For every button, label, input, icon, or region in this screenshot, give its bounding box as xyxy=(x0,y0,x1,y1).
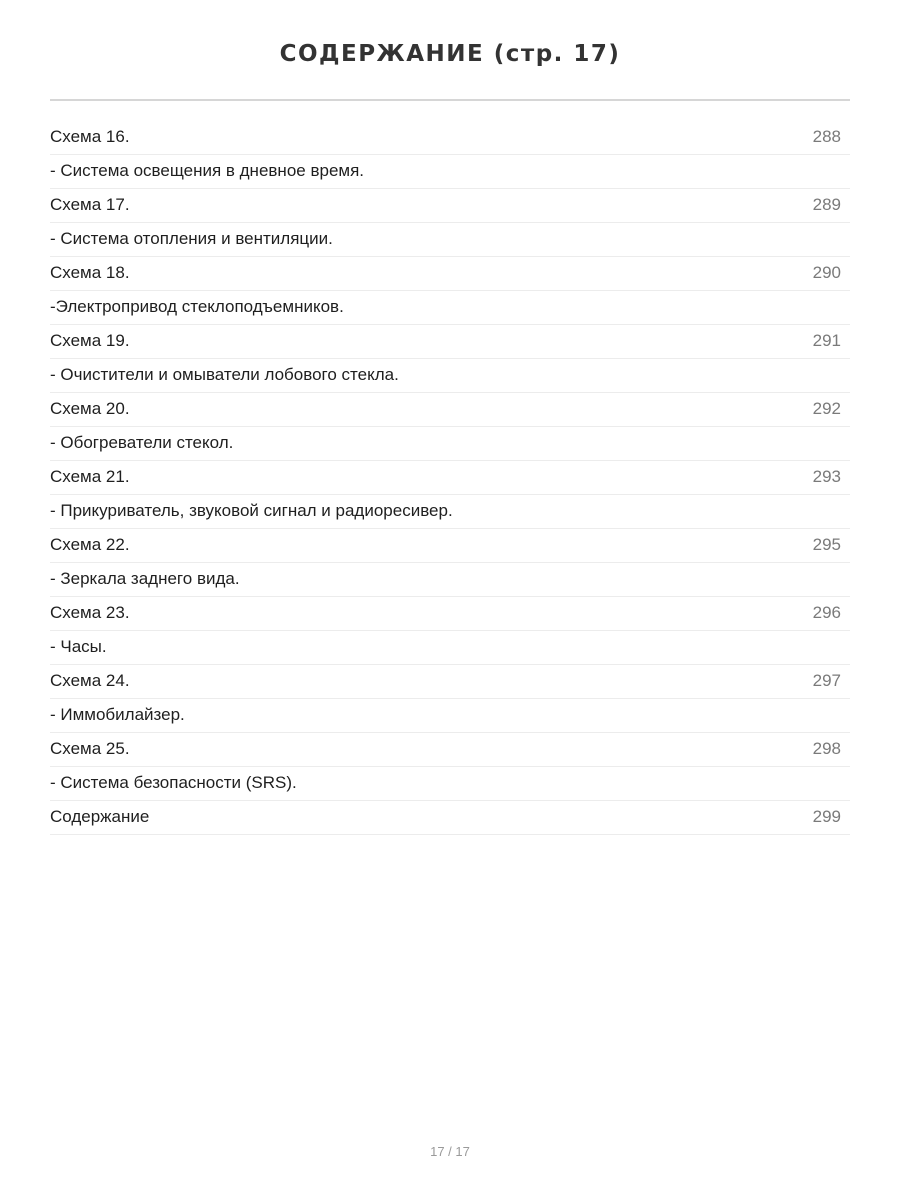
toc-label: Схема 25. xyxy=(50,739,130,758)
toc-page-number: 297 xyxy=(812,671,841,690)
toc-row[interactable] xyxy=(50,767,850,801)
toc-row[interactable] xyxy=(50,325,850,359)
toc-row[interactable] xyxy=(50,495,850,529)
toc-label: - Система отопления и вентиляции. xyxy=(50,229,333,248)
toc-row[interactable] xyxy=(50,223,850,257)
toc-label: - Система безопасности (SRS). xyxy=(50,773,297,792)
toc-page-number: 291 xyxy=(812,331,841,350)
toc-row[interactable] xyxy=(50,393,850,427)
toc-row[interactable] xyxy=(50,189,850,223)
toc-row[interactable] xyxy=(50,699,850,733)
toc-label: Схема 22. xyxy=(50,535,130,554)
toc-page-number: 299 xyxy=(812,807,841,826)
toc-page-number: 298 xyxy=(812,739,841,758)
toc-label: Схема 19. xyxy=(50,331,130,350)
toc-label: Схема 16. xyxy=(50,127,130,146)
toc-page-number: 296 xyxy=(812,603,841,622)
toc-label: - Очистители и омыватели лобового стекла. xyxy=(50,365,399,384)
page-footer: 17 / 17 xyxy=(430,1144,470,1159)
toc-row[interactable] xyxy=(50,733,850,767)
toc-label: -Электропривод стеклоподъемников. xyxy=(50,297,344,316)
toc-row[interactable] xyxy=(50,121,850,155)
toc-page-number: 288 xyxy=(812,127,841,146)
toc-label: Схема 18. xyxy=(50,263,130,282)
toc-label: Схема 20. xyxy=(50,399,130,418)
toc-page-number: 295 xyxy=(812,535,841,554)
toc-label: Схема 17. xyxy=(50,195,130,214)
toc-label: - Часы. xyxy=(50,637,107,656)
toc-page-number: 290 xyxy=(812,263,841,282)
toc-label: - Обогреватели стекол. xyxy=(50,433,234,452)
toc-row[interactable] xyxy=(50,563,850,597)
toc-label: - Прикуриватель, звуковой сигнал и радиоресивер. xyxy=(50,501,453,520)
toc-row[interactable] xyxy=(50,155,850,189)
toc-page-number: 293 xyxy=(812,467,841,486)
toc-row[interactable] xyxy=(50,427,850,461)
toc-row[interactable] xyxy=(50,257,850,291)
toc-row[interactable] xyxy=(50,291,850,325)
toc-label: - Система освещения в дневное время. xyxy=(50,161,365,180)
toc-row[interactable] xyxy=(50,631,850,665)
toc-label: - Иммобилайзер. xyxy=(50,705,185,724)
toc-label: Схема 24. xyxy=(50,671,130,690)
page-title: СОДЕРЖАНИЕ (стр. 17) xyxy=(279,41,621,67)
toc-label: - Зеркала заднего вида. xyxy=(50,569,240,588)
toc-row[interactable] xyxy=(50,359,850,393)
title-divider xyxy=(50,99,850,101)
toc-row[interactable] xyxy=(50,461,850,495)
toc-label: Схема 23. xyxy=(50,603,130,622)
toc-page-number: 292 xyxy=(812,399,841,418)
toc-row[interactable] xyxy=(50,597,850,631)
toc-label: Содержание xyxy=(50,807,150,826)
table-of-contents xyxy=(50,121,850,835)
toc-label: Схема 21. xyxy=(50,467,130,486)
toc-row[interactable] xyxy=(50,801,850,835)
toc-page-number: 289 xyxy=(812,195,841,214)
toc-row[interactable] xyxy=(50,529,850,563)
toc-row[interactable] xyxy=(50,665,850,699)
